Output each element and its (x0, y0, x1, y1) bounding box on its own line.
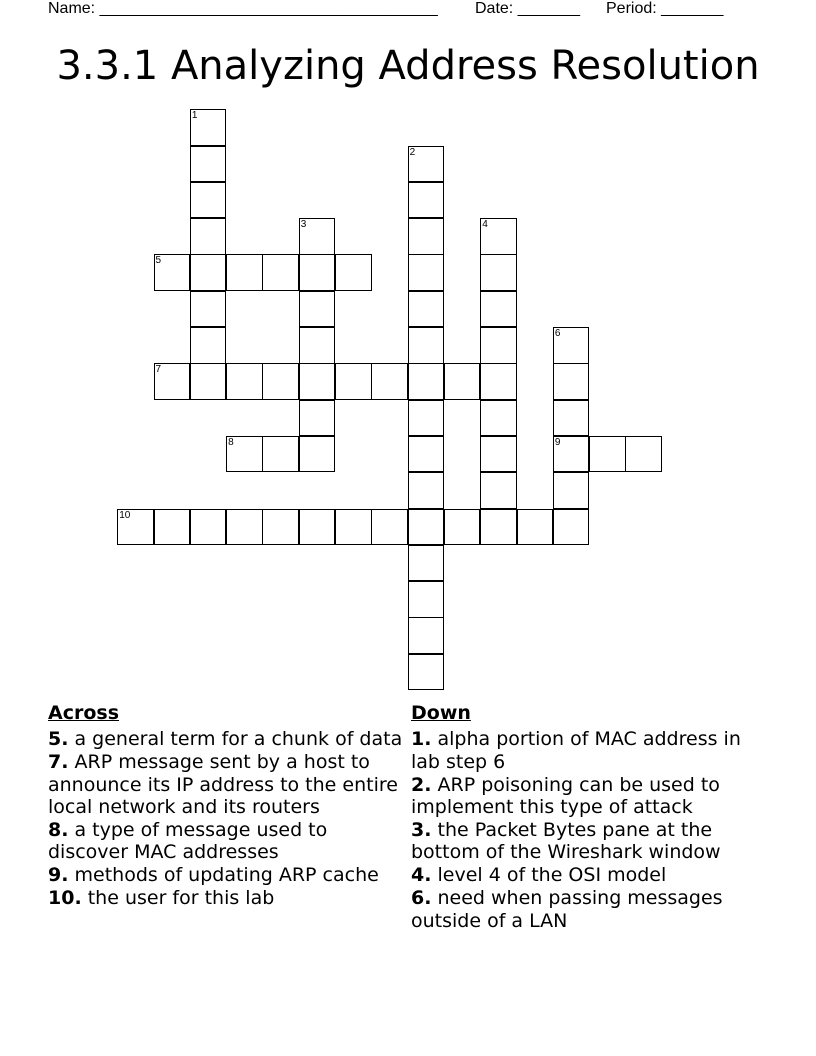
crossword-cell[interactable] (190, 363, 227, 400)
crossword-cell[interactable] (553, 436, 590, 473)
crossword-cell[interactable] (226, 436, 263, 473)
crossword-cell[interactable] (408, 545, 445, 582)
crossword-cell[interactable] (553, 400, 590, 437)
crossword-cell[interactable] (444, 363, 481, 400)
crossword-cell[interactable] (480, 400, 517, 437)
clue-number: 2. (411, 773, 432, 796)
crossword-cell[interactable] (190, 291, 227, 328)
crossword-cell[interactable] (226, 254, 263, 291)
crossword-cell[interactable] (190, 218, 227, 255)
page-title: 3.3.1 Analyzing Address Resolution (56, 43, 760, 89)
crossword-cell[interactable] (335, 509, 372, 546)
across-clue (48, 864, 408, 886)
crossword-cell[interactable] (299, 291, 336, 328)
crossword-cell[interactable] (408, 254, 445, 291)
crossword-cell[interactable] (480, 327, 517, 364)
clue-number: 5. (48, 728, 69, 751)
cell-number: 8 (228, 436, 234, 448)
down-clues (411, 702, 751, 933)
crossword-cell[interactable] (226, 363, 263, 400)
crossword-cell[interactable] (262, 436, 299, 473)
clue-number: 7. (48, 751, 69, 774)
crossword-cell[interactable] (408, 182, 445, 219)
clue-text: need when passing messages outside of a LAN (411, 887, 723, 932)
crossword-cell[interactable] (553, 509, 590, 546)
cell-number: 4 (482, 219, 488, 231)
date-field[interactable]: Date: _______ (475, 0, 580, 17)
crossword-cell[interactable] (371, 509, 408, 546)
down-clue (411, 819, 751, 864)
across-clue (48, 819, 408, 864)
across-clue (48, 751, 408, 818)
crossword-cell[interactable] (299, 218, 336, 255)
crossword-cell[interactable] (553, 472, 590, 509)
crossword-cell[interactable] (408, 617, 445, 654)
crossword-cell[interactable] (408, 654, 445, 691)
crossword-cell[interactable] (299, 254, 336, 291)
crossword-cell[interactable] (589, 436, 626, 473)
crossword-cell[interactable] (480, 436, 517, 473)
crossword-cell[interactable] (299, 363, 336, 400)
clue-number: 3. (411, 819, 432, 842)
crossword-cell[interactable] (408, 509, 445, 546)
crossword-cell[interactable] (517, 509, 554, 546)
name-field[interactable]: Name: ______________________________________ (48, 0, 438, 17)
crossword-cell[interactable] (408, 400, 445, 437)
crossword-cell[interactable] (408, 363, 445, 400)
crossword-cell[interactable] (299, 327, 336, 364)
crossword-cell[interactable] (190, 146, 227, 183)
clue-number: 8. (48, 819, 69, 842)
cell-number: 6 (554, 328, 561, 340)
crossword-cell[interactable] (335, 254, 372, 291)
clue-text: the Packet Bytes pane at the bottom of the Wireshark window (411, 819, 721, 864)
cell-number: 2 (409, 146, 416, 158)
crossword-cell[interactable] (117, 509, 154, 546)
down-heading: Down (411, 702, 471, 724)
clue-text: ARP message sent by a host to announce its IP address to the entire local network and its routers (48, 751, 398, 819)
crossword-cell[interactable] (226, 509, 263, 546)
crossword-cell[interactable] (408, 327, 445, 364)
crossword-cell[interactable] (154, 254, 191, 291)
across-clue (48, 887, 408, 909)
clue-text: the user for this lab (87, 887, 275, 910)
down-clue (411, 728, 751, 773)
crossword-cell[interactable] (190, 327, 227, 364)
crossword-cell[interactable] (480, 218, 517, 255)
crossword-cell[interactable] (190, 182, 227, 219)
crossword-cell[interactable] (335, 363, 372, 400)
cell-number: 5 (155, 255, 162, 267)
crossword-cell[interactable] (371, 363, 408, 400)
clue-text: a general term for a chunk of data (74, 728, 403, 751)
crossword-cell[interactable] (625, 436, 662, 473)
cell-number: 3 (300, 219, 307, 231)
crossword-cell[interactable] (408, 436, 445, 473)
crossword-cell[interactable] (553, 363, 590, 400)
crossword-cell[interactable] (154, 363, 191, 400)
across-clue (48, 728, 408, 750)
crossword-cell[interactable] (408, 581, 445, 618)
cell-number: 10 (119, 509, 131, 521)
period-field[interactable]: Period: _______ (606, 0, 724, 17)
clue-text: alpha portion of MAC address in lab step 6 (411, 728, 741, 773)
crossword-cell[interactable] (444, 509, 481, 546)
crossword-cell[interactable] (262, 363, 299, 400)
clue-text: a type of message used to discover MAC addresses (48, 819, 328, 864)
crossword-cell[interactable] (190, 109, 227, 146)
down-clue (411, 774, 751, 819)
cell-number: 9 (554, 436, 561, 448)
crossword-cell[interactable] (408, 472, 445, 509)
crossword-cell[interactable] (190, 509, 227, 546)
down-clue (411, 864, 751, 886)
clue-number: 6. (411, 887, 432, 910)
crossword-cell[interactable] (480, 291, 517, 328)
down-clue (411, 887, 751, 932)
cell-number: 1 (191, 110, 198, 122)
crossword-cell[interactable] (408, 218, 445, 255)
crossword-cell[interactable] (299, 509, 336, 546)
crossword-cell[interactable] (299, 400, 336, 437)
crossword-cell[interactable] (154, 509, 191, 546)
crossword-cell[interactable] (408, 291, 445, 328)
clue-text: methods of updating ARP cache (74, 864, 379, 887)
clue-number: 9. (48, 864, 69, 887)
clue-number: 4. (411, 864, 432, 887)
clue-text: level 4 of the OSI model (437, 864, 667, 887)
crossword-cell[interactable] (553, 327, 590, 364)
crossword-cell[interactable] (408, 146, 445, 183)
crossword-cell[interactable] (480, 363, 517, 400)
crossword-cell[interactable] (480, 254, 517, 291)
crossword-cell[interactable] (480, 509, 517, 546)
across-clues (48, 702, 408, 910)
cell-number: 7 (155, 364, 162, 376)
clue-number: 10. (48, 887, 82, 910)
crossword-cell[interactable] (299, 436, 336, 473)
crossword-cell[interactable] (262, 509, 299, 546)
crossword-cell[interactable] (262, 254, 299, 291)
crossword-cell[interactable] (480, 472, 517, 509)
across-heading: Across (48, 702, 120, 724)
clue-text: ARP poisoning can be used to implement this type of attack (411, 773, 720, 819)
crossword-cell[interactable] (190, 254, 227, 291)
clue-number: 1. (411, 728, 432, 751)
